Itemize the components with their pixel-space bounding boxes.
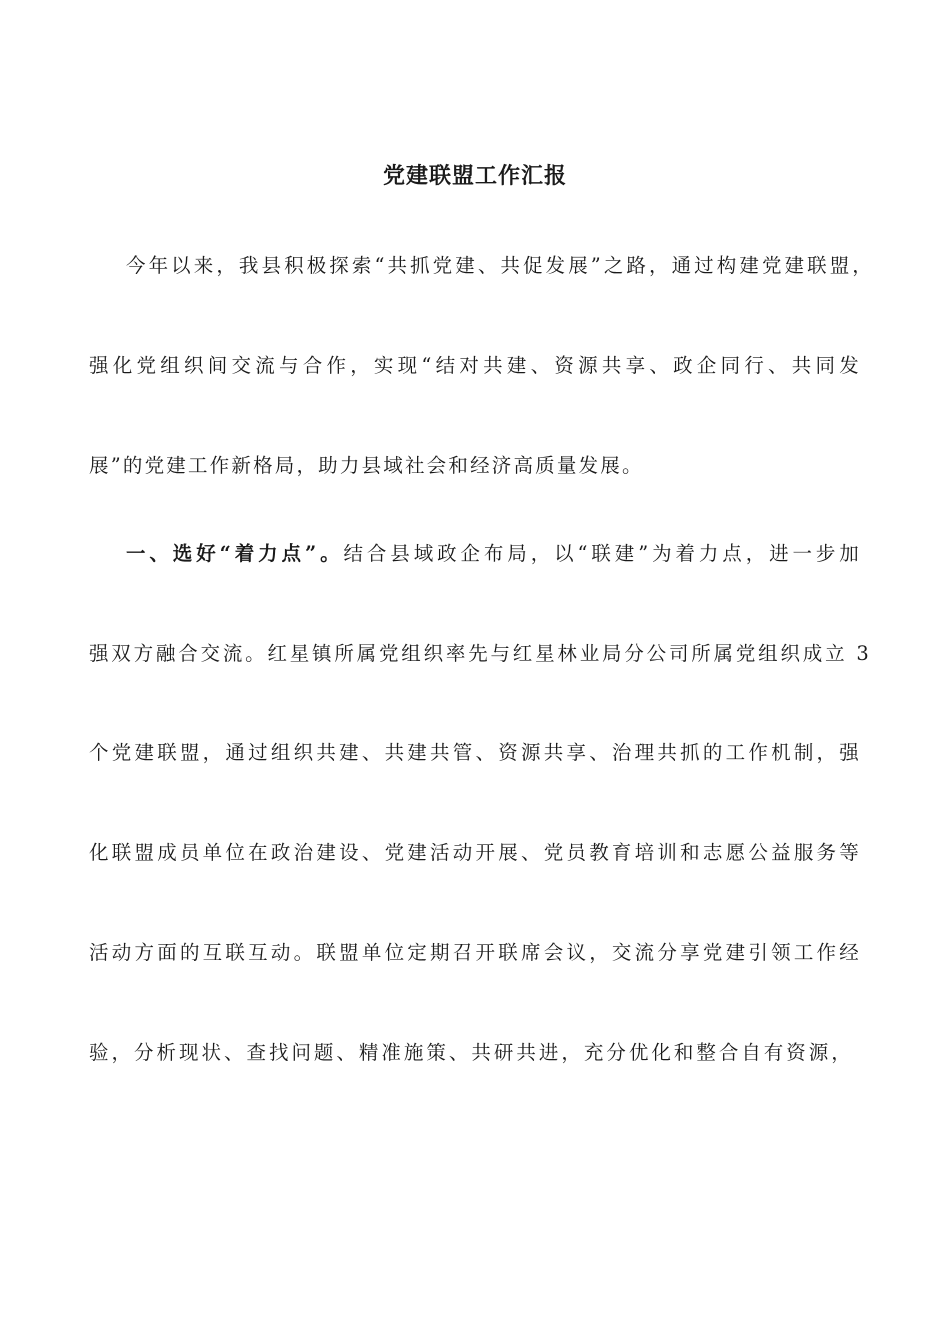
paragraph-2-line-2: 强双方融合交流。红星镇所属党组织率先与红星林业局分公司所属党组织成立 3 bbox=[89, 642, 871, 665]
paragraph-1-line-3: 展”的党建工作新格局，助力县域社会和经济高质量发展。 bbox=[89, 454, 644, 477]
paragraph-2-line-1 bbox=[126, 538, 861, 570]
paragraph-2-line-6: 验，分析现状、查找问题、精准施策、共研共进，充分优化和整合自有资源， bbox=[89, 1041, 853, 1064]
document-title: 党建联盟工作汇报 bbox=[382, 163, 567, 189]
paragraph-1-line-1: 今年以来，我县积极探索“共抓党建、共促发展”之路，通过构建党建联盟， bbox=[126, 254, 874, 277]
paragraph-1-line-2: 强化党组织间交流与合作，实现“结对共建、资源共享、政企同行、共同发 bbox=[89, 354, 861, 377]
paragraph-2-line-1-text: 结合县域政企布局，以“联建”为着力点，进一步加 bbox=[343, 542, 862, 565]
paragraph-2-line-4: 化联盟成员单位在政治建设、党建活动开展、党员教育培训和志愿公益服务等 bbox=[89, 841, 861, 864]
paragraph-2-line-3: 个党建联盟，通过组织共建、共建共管、资源共享、治理共抓的工作机制，强 bbox=[89, 741, 861, 764]
paragraph-2-line-5: 活动方面的互联互动。联盟单位定期召开联席会议，交流分享党建引领工作经 bbox=[89, 941, 861, 964]
section-heading: 一、选好“着力点”。 bbox=[126, 542, 344, 565]
